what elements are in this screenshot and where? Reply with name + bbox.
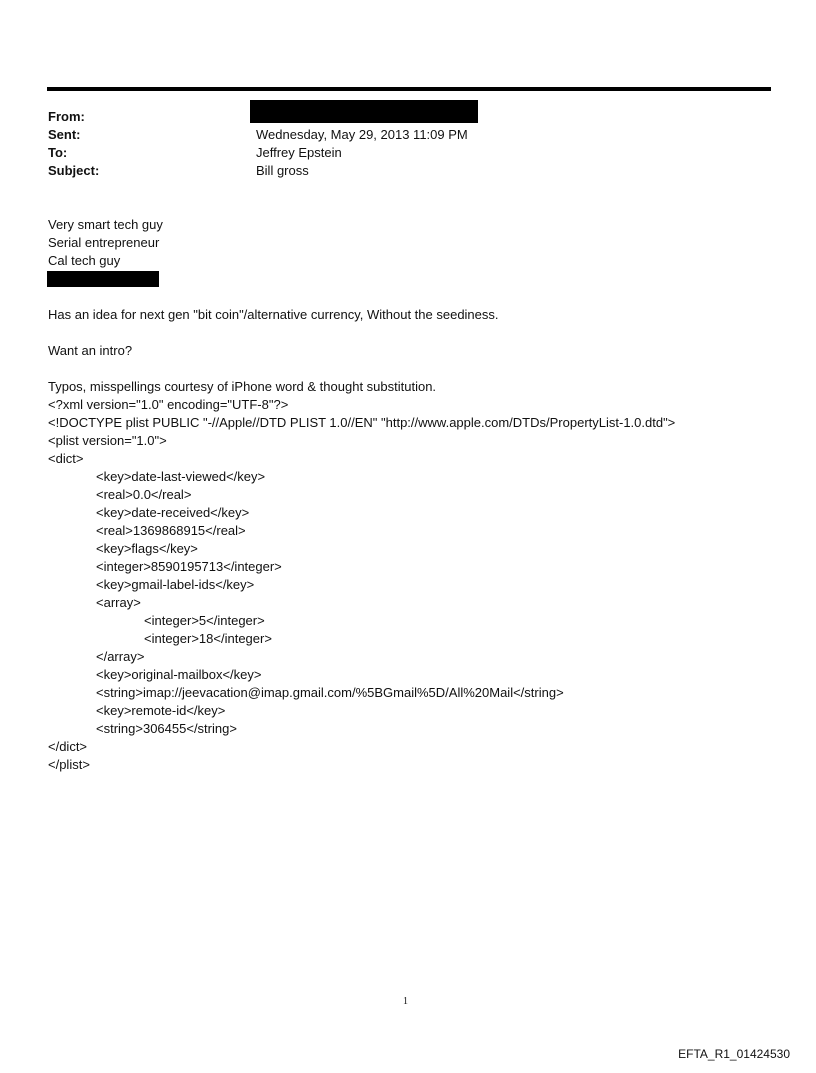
plist-line: <string>imap://jeevacation@imap.gmail.com/%5BGmail%5D/All%20Mail</string> [96, 685, 564, 700]
plist-line: <plist version="1.0"> [48, 433, 167, 448]
body-paragraph: Want an intro? [48, 343, 133, 358]
page-number: 1 [403, 996, 408, 1007]
plist-line: <integer>8590195713</integer> [96, 559, 282, 574]
body-paragraph: Has an idea for next gen "bit coin"/alternative currency, Without the seediness. [48, 307, 499, 322]
plist-line: <key>date-last-viewed</key> [96, 469, 266, 484]
plist-line: <!DOCTYPE plist PUBLIC "-//Apple//DTD PLIST 1.0//EN" "http://www.apple.com/DTDs/PropertyList-1.0.dtd"> [48, 415, 676, 430]
plist-line: <key>remote-id</key> [96, 703, 226, 718]
to-label: To: [48, 145, 68, 160]
plist-line: <real>0.0</real> [96, 487, 192, 502]
plist-line: <?xml version="1.0" encoding="UTF-8"?> [48, 397, 289, 412]
body-line: Serial entrepreneur [48, 235, 160, 250]
document-id: EFTA_R1_01424530 [678, 1047, 790, 1061]
sent-value: Wednesday, May 29, 2013 11:09 PM [256, 127, 468, 142]
plist-line: </plist> [48, 757, 90, 772]
redacted-line [47, 271, 159, 287]
header-rule [47, 87, 771, 91]
plist-line: <array> [96, 595, 141, 610]
plist-line: <string>306455</string> [96, 721, 237, 736]
plist-line: <key>original-mailbox</key> [96, 667, 262, 682]
plist-line: </dict> [48, 739, 88, 754]
plist-line: <key>gmail-label-ids</key> [96, 577, 255, 592]
plist-line: <integer>5</integer> [144, 613, 265, 628]
body-paragraph: Typos, misspellings courtesy of iPhone word & thought substitution. [48, 379, 437, 394]
plist-line: <key>date-received</key> [96, 505, 250, 520]
subject-label: Subject: [48, 163, 100, 178]
sent-label: Sent: [48, 127, 81, 142]
subject-value: Bill gross [256, 163, 309, 178]
plist-line: <real>1369868915</real> [96, 523, 246, 538]
to-value: Jeffrey Epstein [256, 145, 342, 160]
plist-line: <dict> [48, 451, 84, 466]
plist-line: <integer>18</integer> [144, 631, 272, 646]
from-label: From: [48, 109, 85, 124]
plist-line: <key>flags</key> [96, 541, 198, 556]
body-line: Cal tech guy [48, 253, 121, 268]
redacted-sender [250, 100, 478, 123]
plist-line: </array> [96, 649, 145, 664]
body-line: Very smart tech guy [48, 217, 163, 232]
